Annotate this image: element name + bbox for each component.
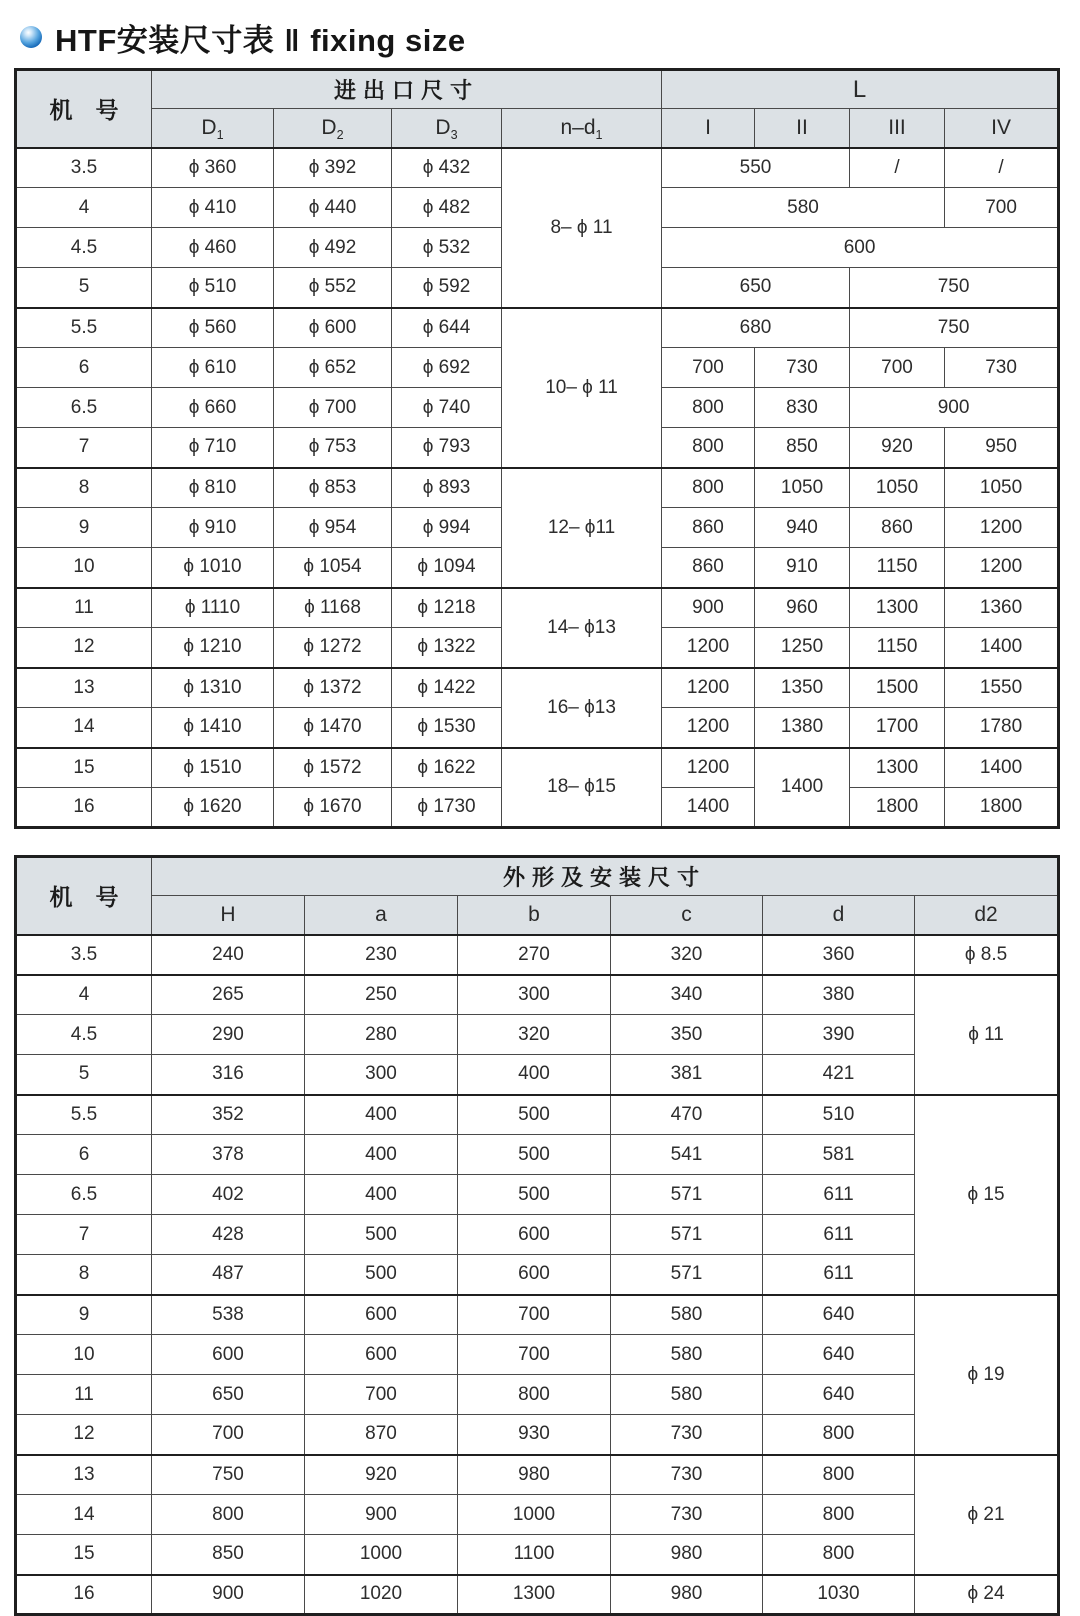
data-cell: 400 — [458, 1055, 611, 1095]
col-header-d: d — [763, 896, 915, 935]
data-cell: 470 — [611, 1095, 763, 1135]
table-row — [16, 935, 1059, 975]
data-cell: 1200 — [945, 508, 1059, 548]
data-cell: ϕ 910 — [152, 508, 274, 548]
data-cell: 870 — [305, 1415, 458, 1455]
data-cell: 1780 — [945, 708, 1059, 748]
outline-dimensions-table — [14, 855, 1060, 1616]
machine-no-cell: 15 — [16, 748, 152, 788]
data-cell: 8– ϕ 11 — [502, 148, 662, 308]
data-cell: ϕ 1572 — [274, 748, 392, 788]
data-cell: 270 — [458, 935, 611, 975]
data-cell: 381 — [611, 1055, 763, 1095]
data-cell: 1400 — [945, 748, 1059, 788]
data-cell: 1100 — [458, 1535, 611, 1575]
data-cell: ϕ 994 — [392, 508, 502, 548]
data-cell: 265 — [152, 975, 305, 1015]
data-cell: 650 — [662, 268, 850, 308]
col-header-c: c — [611, 896, 763, 935]
data-cell: 581 — [763, 1135, 915, 1175]
data-cell: 800 — [763, 1455, 915, 1495]
inlet-outlet-table-body — [16, 148, 1059, 828]
data-cell: 352 — [152, 1095, 305, 1135]
data-cell: 860 — [662, 508, 755, 548]
col-header-b: b — [458, 896, 611, 935]
col-header-l-i: I — [662, 109, 755, 148]
data-cell: 850 — [755, 428, 850, 468]
data-cell: 960 — [755, 588, 850, 628]
machine-no-cell: 8 — [16, 468, 152, 508]
data-cell: 1300 — [850, 588, 945, 628]
data-cell: 571 — [611, 1255, 763, 1295]
table-row — [16, 975, 1059, 1015]
outline-group-header: 外形及安装尺寸 — [152, 857, 1059, 896]
data-cell: 1800 — [945, 788, 1059, 828]
blue-sphere-icon — [20, 26, 42, 48]
data-cell: 980 — [611, 1575, 763, 1615]
data-cell: ϕ 1622 — [392, 748, 502, 788]
data-cell: 550 — [662, 148, 850, 188]
col-header-l-iv: IV — [945, 109, 1059, 148]
page-title-zh: HTF安装尺寸表 — [55, 22, 275, 58]
data-cell: 487 — [152, 1255, 305, 1295]
inlet-outlet-group-header: 进出口尺寸 — [152, 70, 662, 109]
machine-no-cell: 9 — [16, 508, 152, 548]
data-cell: 500 — [458, 1175, 611, 1215]
data-cell: 1150 — [850, 548, 945, 588]
page-title-en: fixing size — [310, 22, 466, 58]
data-cell: 900 — [662, 588, 755, 628]
machine-no-cell: 6 — [16, 1135, 152, 1175]
data-cell: ϕ 510 — [152, 268, 274, 308]
data-cell: ϕ 24 — [915, 1575, 1059, 1615]
data-cell: 800 — [763, 1415, 915, 1455]
data-cell: 1200 — [662, 748, 755, 788]
data-cell: 1300 — [458, 1575, 611, 1615]
data-cell: 1380 — [755, 708, 850, 748]
machine-no-cell: 15 — [16, 1535, 152, 1575]
table-row — [16, 1175, 1059, 1215]
col-header-l-ii: II — [755, 109, 850, 148]
machine-no-cell: 12 — [16, 1415, 152, 1455]
data-cell: ϕ 1670 — [274, 788, 392, 828]
data-cell: 600 — [458, 1255, 611, 1295]
data-cell: 730 — [611, 1495, 763, 1535]
data-cell: ϕ 552 — [274, 268, 392, 308]
data-cell: 290 — [152, 1015, 305, 1055]
data-cell: 750 — [850, 268, 1059, 308]
data-cell: ϕ 1210 — [152, 628, 274, 668]
data-cell: ϕ 15 — [915, 1095, 1059, 1295]
col-header-a: a — [305, 896, 458, 935]
data-cell: ϕ 1168 — [274, 588, 392, 628]
machine-no-cell: 8 — [16, 1255, 152, 1295]
data-cell: 390 — [763, 1015, 915, 1055]
machine-no-cell: 13 — [16, 1455, 152, 1495]
table-row — [16, 1455, 1059, 1495]
data-cell: 680 — [662, 308, 850, 348]
data-cell: 730 — [611, 1455, 763, 1495]
data-cell: 700 — [458, 1295, 611, 1335]
data-cell: ϕ 19 — [915, 1295, 1059, 1455]
data-cell: 1000 — [458, 1495, 611, 1535]
table-row — [16, 748, 1059, 788]
data-cell: 571 — [611, 1215, 763, 1255]
data-cell: 730 — [611, 1415, 763, 1455]
machine-no-cell: 4 — [16, 188, 152, 228]
table-row — [16, 1415, 1059, 1455]
data-cell: ϕ 560 — [152, 308, 274, 348]
machine-no-header: 机 号 — [16, 857, 152, 935]
data-cell: ϕ 1730 — [392, 788, 502, 828]
data-cell: 500 — [458, 1095, 611, 1135]
data-cell: 1050 — [945, 468, 1059, 508]
data-cell: 240 — [152, 935, 305, 975]
data-cell: ϕ 21 — [915, 1455, 1059, 1575]
data-cell: 611 — [763, 1215, 915, 1255]
data-cell: ϕ 11 — [915, 975, 1059, 1095]
data-cell: 850 — [152, 1535, 305, 1575]
table-row — [16, 1255, 1059, 1295]
data-cell: ϕ 700 — [274, 388, 392, 428]
data-cell: ϕ 954 — [274, 508, 392, 548]
data-cell: ϕ 753 — [274, 428, 392, 468]
data-cell: 340 — [611, 975, 763, 1015]
data-cell: 1800 — [850, 788, 945, 828]
machine-no-cell: 4 — [16, 975, 152, 1015]
data-cell: 900 — [305, 1495, 458, 1535]
data-cell: 500 — [305, 1255, 458, 1295]
data-cell: 980 — [458, 1455, 611, 1495]
data-cell: 1400 — [755, 748, 850, 828]
machine-no-cell: 5 — [16, 1055, 152, 1095]
data-cell: ϕ 652 — [274, 348, 392, 388]
data-cell: 1050 — [755, 468, 850, 508]
data-cell: ϕ 692 — [392, 348, 502, 388]
data-cell: ϕ 440 — [274, 188, 392, 228]
data-cell: ϕ 1530 — [392, 708, 502, 748]
data-cell: 830 — [755, 388, 850, 428]
data-cell: ϕ 1322 — [392, 628, 502, 668]
data-cell: ϕ 740 — [392, 388, 502, 428]
data-cell: 750 — [152, 1455, 305, 1495]
data-cell: 800 — [763, 1495, 915, 1535]
data-cell: 600 — [305, 1295, 458, 1335]
data-cell: 14– ϕ13 — [502, 588, 662, 668]
data-cell: ϕ 1218 — [392, 588, 502, 628]
machine-no-cell: 9 — [16, 1295, 152, 1335]
machine-no-cell: 3.5 — [16, 148, 152, 188]
data-cell: ϕ 1010 — [152, 548, 274, 588]
data-cell: 541 — [611, 1135, 763, 1175]
data-cell: 320 — [458, 1015, 611, 1055]
machine-no-cell: 14 — [16, 1495, 152, 1535]
data-cell: 402 — [152, 1175, 305, 1215]
data-cell: 700 — [305, 1375, 458, 1415]
data-cell: 920 — [850, 428, 945, 468]
data-cell: 1550 — [945, 668, 1059, 708]
data-cell: ϕ 893 — [392, 468, 502, 508]
machine-no-cell: 11 — [16, 588, 152, 628]
data-cell: 700 — [662, 348, 755, 388]
data-cell: ϕ 592 — [392, 268, 502, 308]
data-cell: 950 — [945, 428, 1059, 468]
data-cell: / — [850, 148, 945, 188]
table-row — [16, 1295, 1059, 1335]
data-cell: 611 — [763, 1255, 915, 1295]
data-cell: 900 — [850, 388, 1059, 428]
data-cell: 600 — [662, 228, 1059, 268]
data-cell: ϕ 1054 — [274, 548, 392, 588]
data-cell: 860 — [850, 508, 945, 548]
col-header-h: H — [152, 896, 305, 935]
data-cell: 900 — [152, 1575, 305, 1615]
data-cell: ϕ 1410 — [152, 708, 274, 748]
data-cell: 750 — [850, 308, 1059, 348]
data-cell: ϕ 360 — [152, 148, 274, 188]
data-cell: 1360 — [945, 588, 1059, 628]
data-cell: ϕ 600 — [274, 308, 392, 348]
data-cell: 380 — [763, 975, 915, 1015]
data-cell: 800 — [662, 388, 755, 428]
l-group-header: L — [662, 70, 1059, 109]
data-cell: ϕ 460 — [152, 228, 274, 268]
col-header-d1: $D_1$ — [152, 109, 274, 148]
data-cell: ϕ 644 — [392, 308, 502, 348]
data-cell: 800 — [152, 1495, 305, 1535]
data-cell: 910 — [755, 548, 850, 588]
data-cell: 571 — [611, 1175, 763, 1215]
table-row — [16, 468, 1059, 508]
data-cell: 18– ϕ15 — [502, 748, 662, 828]
data-cell: 860 — [662, 548, 755, 588]
data-cell: 930 — [458, 1415, 611, 1455]
page-header — [20, 12, 1080, 62]
table-row — [16, 1015, 1059, 1055]
data-cell: ϕ 392 — [274, 148, 392, 188]
data-cell: 1400 — [662, 788, 755, 828]
data-cell: 600 — [305, 1335, 458, 1375]
data-cell: ϕ 432 — [392, 148, 502, 188]
data-cell: ϕ 482 — [392, 188, 502, 228]
data-cell: 16– ϕ13 — [502, 668, 662, 748]
data-cell: 350 — [611, 1015, 763, 1055]
data-cell: 700 — [850, 348, 945, 388]
machine-no-header: 机 号 — [16, 70, 152, 148]
data-cell: ϕ 1310 — [152, 668, 274, 708]
data-cell: ϕ 853 — [274, 468, 392, 508]
outline-table-body — [16, 935, 1059, 1615]
table-row — [16, 1215, 1059, 1255]
data-cell: ϕ 610 — [152, 348, 274, 388]
machine-no-cell: 7 — [16, 428, 152, 468]
data-cell: 611 — [763, 1175, 915, 1215]
table-row — [16, 1535, 1059, 1575]
machine-no-cell: 13 — [16, 668, 152, 708]
data-cell: 920 — [305, 1455, 458, 1495]
data-cell: 300 — [305, 1055, 458, 1095]
data-cell: 700 — [152, 1415, 305, 1455]
data-cell: ϕ 1094 — [392, 548, 502, 588]
data-cell: 600 — [458, 1215, 611, 1255]
table-row — [16, 1055, 1059, 1095]
table-row — [16, 668, 1059, 708]
table-row — [16, 308, 1059, 348]
data-cell: 700 — [458, 1335, 611, 1375]
machine-no-cell: 4.5 — [16, 228, 152, 268]
data-cell: 1050 — [850, 468, 945, 508]
data-cell: ϕ 810 — [152, 468, 274, 508]
machine-no-cell: 16 — [16, 788, 152, 828]
data-cell: 800 — [763, 1535, 915, 1575]
col-header-n-d1: $n-d_1$ — [502, 109, 662, 148]
data-cell: 280 — [305, 1015, 458, 1055]
data-cell: 1200 — [662, 628, 755, 668]
data-cell: 400 — [305, 1135, 458, 1175]
table-row — [16, 1375, 1059, 1415]
data-cell: 1200 — [945, 548, 1059, 588]
data-cell: 580 — [611, 1375, 763, 1415]
data-cell: 400 — [305, 1175, 458, 1215]
data-cell: 510 — [763, 1095, 915, 1135]
data-cell: 640 — [763, 1375, 915, 1415]
data-cell: 1200 — [662, 708, 755, 748]
page-title — [55, 15, 466, 60]
machine-no-cell: 11 — [16, 1375, 152, 1415]
data-cell: 378 — [152, 1135, 305, 1175]
table-row — [16, 1095, 1059, 1135]
col-header-d3: $D_3$ — [392, 109, 502, 148]
machine-no-cell: 6.5 — [16, 388, 152, 428]
machine-no-cell: 5.5 — [16, 308, 152, 348]
data-cell: ϕ 1272 — [274, 628, 392, 668]
table-row — [16, 1495, 1059, 1535]
title-divider: ‖ — [284, 22, 301, 58]
machine-no-cell: 12 — [16, 628, 152, 668]
data-cell: ϕ 532 — [392, 228, 502, 268]
data-cell: ϕ 492 — [274, 228, 392, 268]
machine-no-cell: 6.5 — [16, 1175, 152, 1215]
data-cell: ϕ 660 — [152, 388, 274, 428]
data-cell: 1500 — [850, 668, 945, 708]
data-cell: 580 — [662, 188, 945, 228]
data-cell: ϕ 410 — [152, 188, 274, 228]
data-cell: 580 — [611, 1295, 763, 1335]
data-cell: 10– ϕ 11 — [502, 308, 662, 468]
data-cell: ϕ 710 — [152, 428, 274, 468]
data-cell: 1700 — [850, 708, 945, 748]
data-cell: 500 — [305, 1215, 458, 1255]
table-gap — [14, 829, 1080, 855]
data-cell: 230 — [305, 935, 458, 975]
data-cell: ϕ 1470 — [274, 708, 392, 748]
machine-no-cell: 3.5 — [16, 935, 152, 975]
data-cell: 1350 — [755, 668, 850, 708]
machine-no-cell: 5 — [16, 268, 152, 308]
data-cell: ϕ 793 — [392, 428, 502, 468]
data-cell: 600 — [152, 1335, 305, 1375]
machine-no-cell: 14 — [16, 708, 152, 748]
table-row — [16, 1135, 1059, 1175]
data-cell: 1250 — [755, 628, 850, 668]
machine-no-cell: 5.5 — [16, 1095, 152, 1135]
data-cell: 800 — [662, 468, 755, 508]
col-header-l-iii: III — [850, 109, 945, 148]
data-cell: 500 — [458, 1135, 611, 1175]
data-cell: 980 — [611, 1535, 763, 1575]
machine-no-cell: 4.5 — [16, 1015, 152, 1055]
data-cell: 1200 — [662, 668, 755, 708]
data-cell: 650 — [152, 1375, 305, 1415]
data-cell: 1020 — [305, 1575, 458, 1615]
data-cell: 730 — [945, 348, 1059, 388]
machine-no-cell: 16 — [16, 1575, 152, 1615]
data-cell: 730 — [755, 348, 850, 388]
data-cell: 640 — [763, 1295, 915, 1335]
data-cell: 12– ϕ11 — [502, 468, 662, 588]
data-cell: 250 — [305, 975, 458, 1015]
data-cell: 640 — [763, 1335, 915, 1375]
col-header-d2: d2 — [915, 896, 1059, 935]
data-cell: 428 — [152, 1215, 305, 1255]
data-cell: 1400 — [945, 628, 1059, 668]
data-cell: ϕ 1372 — [274, 668, 392, 708]
data-cell: 320 — [611, 935, 763, 975]
data-cell: ϕ 1422 — [392, 668, 502, 708]
data-cell: 300 — [458, 975, 611, 1015]
data-cell: 1300 — [850, 748, 945, 788]
data-cell: ϕ 1110 — [152, 588, 274, 628]
table-row — [16, 588, 1059, 628]
machine-no-cell: 10 — [16, 1335, 152, 1375]
data-cell: 940 — [755, 508, 850, 548]
col-header-d2: $D_2$ — [274, 109, 392, 148]
data-cell: 316 — [152, 1055, 305, 1095]
data-cell: 538 — [152, 1295, 305, 1335]
machine-no-cell: 7 — [16, 1215, 152, 1255]
data-cell: 360 — [763, 935, 915, 975]
data-cell: 400 — [305, 1095, 458, 1135]
data-cell: 421 — [763, 1055, 915, 1095]
data-cell: 700 — [945, 188, 1059, 228]
data-cell: ϕ 1510 — [152, 748, 274, 788]
table-row — [16, 148, 1059, 188]
data-cell: ϕ 1620 — [152, 788, 274, 828]
data-cell: 800 — [662, 428, 755, 468]
data-cell: ϕ 8.5 — [915, 935, 1059, 975]
table-row — [16, 1575, 1059, 1615]
table-row — [16, 1335, 1059, 1375]
data-cell: 1030 — [763, 1575, 915, 1615]
machine-no-cell: 10 — [16, 548, 152, 588]
inlet-outlet-size-table — [14, 68, 1060, 829]
data-cell: 580 — [611, 1335, 763, 1375]
data-cell: 1000 — [305, 1535, 458, 1575]
data-cell: / — [945, 148, 1059, 188]
data-cell: 800 — [458, 1375, 611, 1415]
data-cell: 1150 — [850, 628, 945, 668]
machine-no-cell: 6 — [16, 348, 152, 388]
